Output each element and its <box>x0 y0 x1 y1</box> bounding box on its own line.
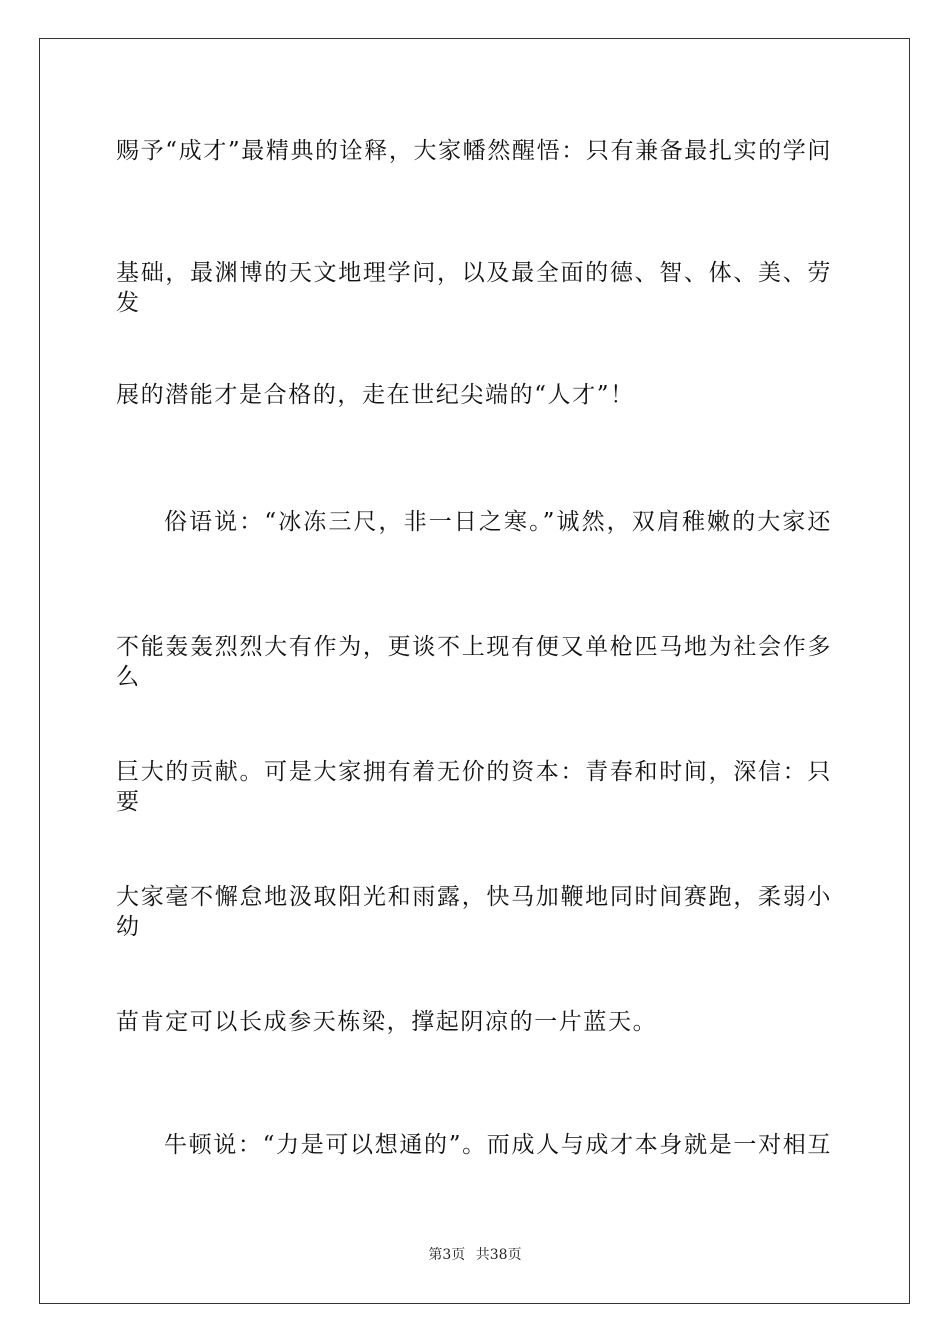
text-line: 巨大的贡献。可是大家拥有着无价的资本：青春和时间，深信：只要 <box>116 759 832 815</box>
text-line: 赐予“成才”最精典的诠释，大家幡然醒悟：只有兼备最扎实的学问 <box>116 138 832 164</box>
text-line: 不能轰轰烈烈大有作为，更谈不上现有便又单枪匹马地为社会作多么 <box>116 634 832 690</box>
text-line: 基础，最渊博的天文地理学问，以及最全面的德、智、体、美、劳发 <box>116 260 832 316</box>
page-number: 第3页 <box>428 1247 466 1263</box>
text-line: 苗肯定可以长成参天栋梁，撑起阴凉的一片蓝天。 <box>116 1009 658 1035</box>
text-line: 展的潜能才是合格的，走在世纪尖端的“人才”！ <box>116 382 635 408</box>
paragraph-start-line: 俗语说：“冰冻三尺，非一日之寒。”诚然，双肩稚嫩的大家还 <box>164 509 832 535</box>
page-total: 共38页 <box>475 1247 522 1263</box>
text-line: 大家毫不懈怠地汲取阳光和雨露，快马加鞭地同时间赛跑，柔弱小幼 <box>116 884 832 940</box>
paragraph-start-line: 牛顿说：“力是可以想通的”。而成人与成才本身就是一对相互 <box>164 1132 832 1158</box>
page-footer <box>0 1246 950 1264</box>
